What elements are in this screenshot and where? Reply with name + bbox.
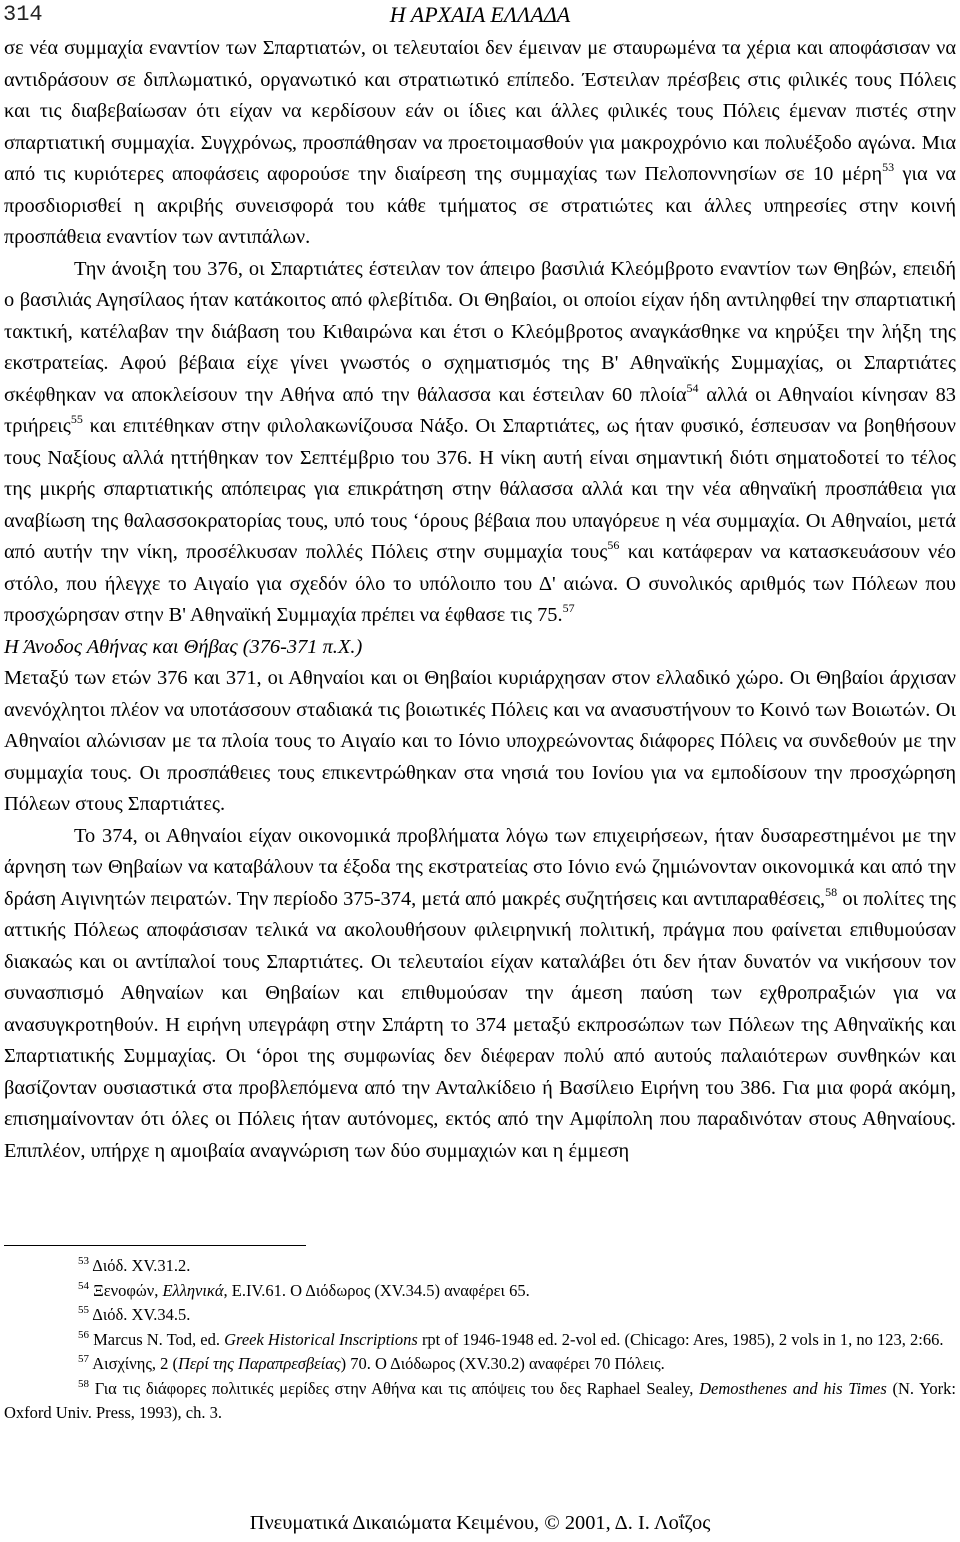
footnote-title: Greek Historical Inscriptions [224,1329,418,1349]
text-run: για να προσδιορισθεί η ακριβής συνεισφορά του κάθε τμήματος σε στρατιώτες και άλλες υπηρεσίες στην κοινή προσπάθεια εναντίον των αντιπάλων. [4,163,956,248]
footnote-text: Ξενοφών, [93,1280,163,1300]
footnote-title: Περί της Παραπρεσβείας [177,1354,341,1373]
paragraph [4,33,956,254]
footnote-number: 55 [78,1304,89,1316]
footnote-text: ) 70. Ο Διόδωρος (XV.30.2) αναφέρει 70 Πόλεις. [340,1354,665,1373]
paragraph: Μεταξύ των ετών 376 και 371, οι Αθηναίοι και οι Θηβαίοι κυριάρχησαν στον ελλαδικό χώρο. Οι Θηβαίοι άρχισαν ανενόχλητοι πλέον να υποτάσσουν σταδιακά τις βοιωτικές Πόλεις και να ανασυστήνουν το Κοινό των Βοιωτών. Οι Αθηναίοι αλώνισαν με τα πλοία τους το Αιγαίο και το Ιόνιο υποχρεώνοντας διάφορες Πόλεις να συνδεθούν με την συμμαχία τους. Οι προσπάθειες τους επικεντρώθηκαν στα νησιά του Ιονίου για να εμποδίσουν την προσχώρηση Πόλεων στους Σπαρτιάτες. [4,667,956,815]
footnote-text: Διόδ. XV.31.2. [92,1256,191,1275]
footnote-separator [4,1245,306,1246]
running-title: Η ΑΡΧΑΙΑ ΕΛΛΑΔΑ [389,2,571,27]
footnote-number: 56 [78,1328,89,1341]
page-header [0,2,960,32]
footnote-title: Demosthenes and his Times [699,1378,887,1398]
footnote [4,1352,956,1377]
footnote-text: rpt of 1946-1948 ed. 2-vol ed. (Chicago: Ares, 1985), 2 vols in 1, no 123, 2:66. [417,1329,944,1349]
footnote-ref: 56 [607,538,620,552]
footnote-text: Διόδ. XV.34.5. [92,1305,191,1324]
main-text [4,33,956,1167]
text-run: αλλά οι Αθηναίοι κίνησαν 83 τριήρεις [4,383,957,437]
paragraph [4,821,956,1168]
footnote-text: , E.IV.61. Ο Διόδωρος (XV.34.5) αναφέρει 65. [223,1280,530,1300]
text-run: οι πολίτες της αττικής Πόλεως αποφάσισαν τελικά να ακολουθήσουν φιλειρηνική πολιτική, πράγμα που φαίνεται επιθυμούσαν διακαώς και οι αντίπαλοί τους Σπαρτιάτες. Οι τελευταίοι είχαν καταλάβει ότι δεν ήταν δυνατόν να νικήσουν τον συνασπισμό Αθηναίων και Θηβαίων και επιθυμούσαν την άμεση παύση των εχθροπραξιών για να ανασυγκροτηθούν. Η ειρήνη υπεγράφη στην Σπάρτη το 374 μεταξύ εκπροσώπων των Πόλεων της Αθηναϊκής και Σπαρτιατικής Συμμαχίας. Οι ‘όροι της συμφωνίας δεν διέφεραν πολύ από αυτούς παλαιότερων συνθηκών και βασίζονταν ουσιαστικά στα προβλεπόμενα από την Ανταλκίδειο ή Βασίλειο Ειρήνη του 386. Για μια φορά ακόμη, επισημαίνονταν ότι όλες οι Πόλεις ήταν αυτόνομες, εκτός από την Αμφίπολη που παραδινόταν στους Αθηναίους. Επιπλέον, υπήρχε η αμοιβαία αναγνώριση των δύο συμμαχιών και η έμμεση [4,887,956,1162]
footnote-ref: 55 [70,412,83,426]
text-run: και επιτέθηκαν στην φιλολακωνίζουσα Νάξο. Οι Σπαρτιάτες, ως ήταν φυσικό, έσπευσαν να βοηθήσουν τους Ναξίους αλλά ηττήθηκαν τον Σεπτέμβριο του 376. Η νίκη αυτή είναι σημαντική διότι σηματοδοτεί το τέλος της μικρής σπαρτιατικής απόπειρας για επικράτηση στην θάλασσα αλλά και την νέα αθηναϊκή προσπάθεια για αναβίωση της θαλασσοκρατορίας τους, υπό τους ‘όρους βέβαια που υπαγόρευε η νέα συμμαχία. Οι Αθηναίοι, μετά από αυτήν την νίκη, προσέλκυσαν πολλές Πόλεις στην συμμαχία τους [4,415,956,563]
text-run: Την άνοιξη του 376, οι Σπαρτιάτες έστειλαν τον άπειρο βασιλιά Κλεόμβροτο εναντίον των Θηβών, επειδή ο βασιλιάς Αγησίλαος ήταν κατάκοιτος από φλεβίτιδα. Οι Θηβαίοι, οι οποίοι είχαν ήδη αντιληφθεί την σπαρτιατική τακτική, κατέλαβαν την διάβαση του Κιθαιρώνα και έτσι ο Κλεόμβροτος αναγκάσθηκε να κηρύξει την λήξη της εκστρατείας. Αφού βέβαια είχε γίνει γνωστός ο σχηματισμός της Β' Αθηναϊκής Συμμαχίας, οι Σπαρτιάτες σκέφθηκαν να αποκλείσουν την Αθήνα από την θάλασσα και έστειλαν 60 πλοία [4,257,956,406]
page-number: 314 [3,2,43,27]
footnote-ref: 58 [825,884,838,899]
footnote [4,1279,956,1304]
footnote-title: Ελληνικά [162,1280,224,1300]
footnote-number: 54 [78,1279,89,1292]
footnote-text: (N. York: Oxford Univ. Press, 1993), ch. 3. [4,1378,957,1422]
footnote [4,1328,956,1353]
footnote-text: Marcus N. Tod, ed. [93,1329,225,1349]
footnote-number: 58 [78,1377,89,1390]
text-run: σε νέα συμμαχία εναντίον των Σπαρτιατών, οι τελευταίοι δεν έμειναν με σταυρωμένα τα χέρια και αποφάσισαν να αντιδράσουν σε διπλωματικό, οργανωτικό και στρατιωτικό επίπεδο. Έστειλαν πρέσβεις στις φιλικές τους Πόλεις και τις διαβεβαίωσαν ότι είχαν να κερδίσουν εάν οι ίδιες και άλλες φιλικές τους Πόλεις έμεναν πιστές στην σπαρτιατική συμμαχία. Συγχρόνως, προσπάθησαν να προετοιμασθούν για μακροχρόνιο και πολυέξοδο αγώνα. Μια από τις κυριότερες αποφάσεις αφορούσε την διαίρεση της συμμαχίας των Πελοποννησίων σε 10 μέρη [4,37,956,185]
footnotes [4,1254,956,1426]
section-heading: Η Άνοδος Αθήνας και Θήβας (376-371 π.Χ.) [4,635,363,658]
footnote [4,1254,956,1279]
footnote-ref: 54 [686,380,699,395]
paragraph [4,254,956,632]
text-run: Το 374, οι Αθηναίοι είχαν οικονομικά προβλήματα λόγω των επιχειρήσεων, ήταν δυσαρεστημένοι με την άρνηση των Θηβαίων να καταβάλουν τα έξοδα της εκστρατείας στο Ιόνιο ενώ ζημιώνονταν οικονομικά και από την δράση Αιγινητών πειρατών. Την περίοδο 375-374, μετά από μακρές συζητήσεις και αντιπαραθέσεις, [4,824,956,910]
text-run: και κατάφεραν να κατασκευάσουν νέο στόλο, που ήλεγχε το Αιγαίο για σχεδόν όλο το υπόλοιπο του Δ' αιώνα. Ο συνολικός αριθμός των Πόλεων που προσχώρησαν στην Β' Αθηναϊκή Συμμαχία πρέπει να έφθασε τις 75. [4,541,957,626]
footnote-text: Αισχίνης, 2 ( [92,1354,178,1373]
footnote-number: 57 [78,1353,89,1365]
copyright-footer: Πνευματικά Δικαιώματα Κειμένου, © 2001, Δ. Ι. Λοΐζος [249,1512,711,1534]
footnote [4,1303,956,1328]
footnote [4,1377,956,1426]
footnote-ref: 57 [562,601,575,615]
footnote-number: 53 [78,1255,89,1267]
footnote-ref: 53 [882,160,895,174]
footnote-text: Για τις διάφορες πολιτικές μερίδες στην Αθήνα και τις απόψεις του δες Raphael Sealey, [94,1378,700,1398]
